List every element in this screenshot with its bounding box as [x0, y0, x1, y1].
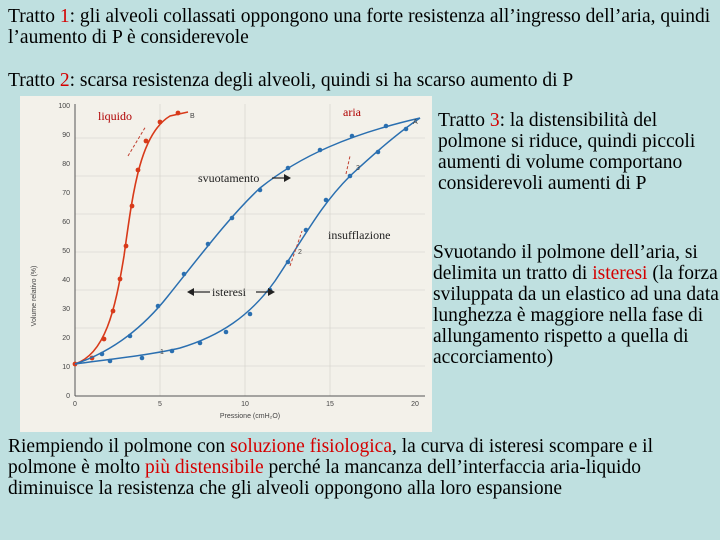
- paragraph-tratto-3: [438, 110, 718, 194]
- tratto-1-text: : gli alveoli collassati oppongono una forte resistenza all’ingresso dell’aria, quindi l’aumento di P è considerevole: [8, 6, 711, 48]
- soluzione-text-2: , la curva di isteresi scompare e il polmone è molto: [8, 436, 653, 478]
- tratto-3-pre: Tratto: [438, 110, 490, 131]
- y-tick-10: 10: [62, 364, 70, 371]
- soluzione-text-3: perché la mancanza dell’interfaccia aria-liquido diminuisce la resistenza che gli alveoli oppongono alla loro espansione: [8, 457, 641, 499]
- curve-label-b: B: [190, 113, 195, 120]
- tratto-1-pre: Tratto: [8, 6, 60, 27]
- y-tick-20: 20: [62, 335, 70, 342]
- y-tick-90: 90: [62, 132, 70, 139]
- y-tick-80: 80: [62, 161, 70, 168]
- curve-label-a: A: [413, 119, 418, 126]
- y-tick-0: 0: [66, 393, 70, 400]
- annotation-svuotamento: svuotamento: [198, 171, 260, 185]
- soluzione-highlight-2: più distensibile: [145, 457, 264, 478]
- y-tick-60: 60: [62, 219, 70, 226]
- figure-background: [20, 96, 432, 432]
- isteresi-highlight: isteresi: [592, 263, 648, 284]
- soluzione-highlight-1: soluzione fisiologica: [230, 436, 392, 457]
- y-axis-label: Volume relativo (%): [31, 265, 38, 327]
- tratto-2-text: : scarsa resistenza degli alveoli, quindi si ha scarso aumento di P: [69, 70, 574, 91]
- curve-label-1: 1: [160, 349, 164, 356]
- x-tick-5: 5: [158, 401, 162, 408]
- y-tick-50: 50: [62, 248, 70, 255]
- tratto-2-pre: Tratto: [8, 70, 60, 91]
- paragraph-isteresi: [433, 242, 719, 368]
- y-tick-70: 70: [62, 190, 70, 197]
- tratto-3-number: 3: [489, 110, 500, 131]
- isteresi-pre: Svuotando il polmone dell’aria, si delimita un tratto di: [433, 242, 698, 284]
- pressure-volume-figure: [20, 96, 432, 432]
- tratto-1-number: 1: [59, 6, 70, 27]
- curve-label-3: 3: [356, 165, 360, 172]
- x-tick-20: 20: [411, 401, 419, 408]
- isteresi-text: (la forza sviluppata da un elastico ad una data lunghezza è maggiore nella fase di allungamento rispetto a quella di accorciamento): [433, 263, 719, 368]
- paragraph-tratto-2: [8, 70, 718, 91]
- tratto-3-text: : la distensibilità del polmone si riduce, quindi piccoli aumenti di volume comportano considerevoli aumenti di P: [438, 110, 696, 194]
- x-axis-label: Pressione (cmH₂O): [219, 413, 281, 420]
- x-tick-10: 10: [241, 401, 249, 408]
- pressure-volume-graph: [20, 96, 432, 432]
- tratto-2-number: 2: [59, 70, 70, 91]
- annotation-insufflazione: insufflazione: [328, 228, 391, 242]
- annotation-isteresi: isteresi: [212, 285, 246, 299]
- y-tick-30: 30: [62, 306, 70, 313]
- paragraph-soluzione: [8, 436, 718, 499]
- y-tick-100: 100: [58, 103, 70, 110]
- y-tick-40: 40: [62, 277, 70, 284]
- curve-label-2: 2: [298, 249, 302, 256]
- x-tick-0: 0: [73, 401, 77, 408]
- annotation-liquido: liquido: [98, 109, 133, 123]
- x-tick-15: 15: [326, 401, 334, 408]
- paragraph-tratto-1: [8, 6, 718, 48]
- annotation-aria: aria: [343, 105, 361, 119]
- soluzione-text-1: Riempiendo il polmone con: [8, 436, 231, 457]
